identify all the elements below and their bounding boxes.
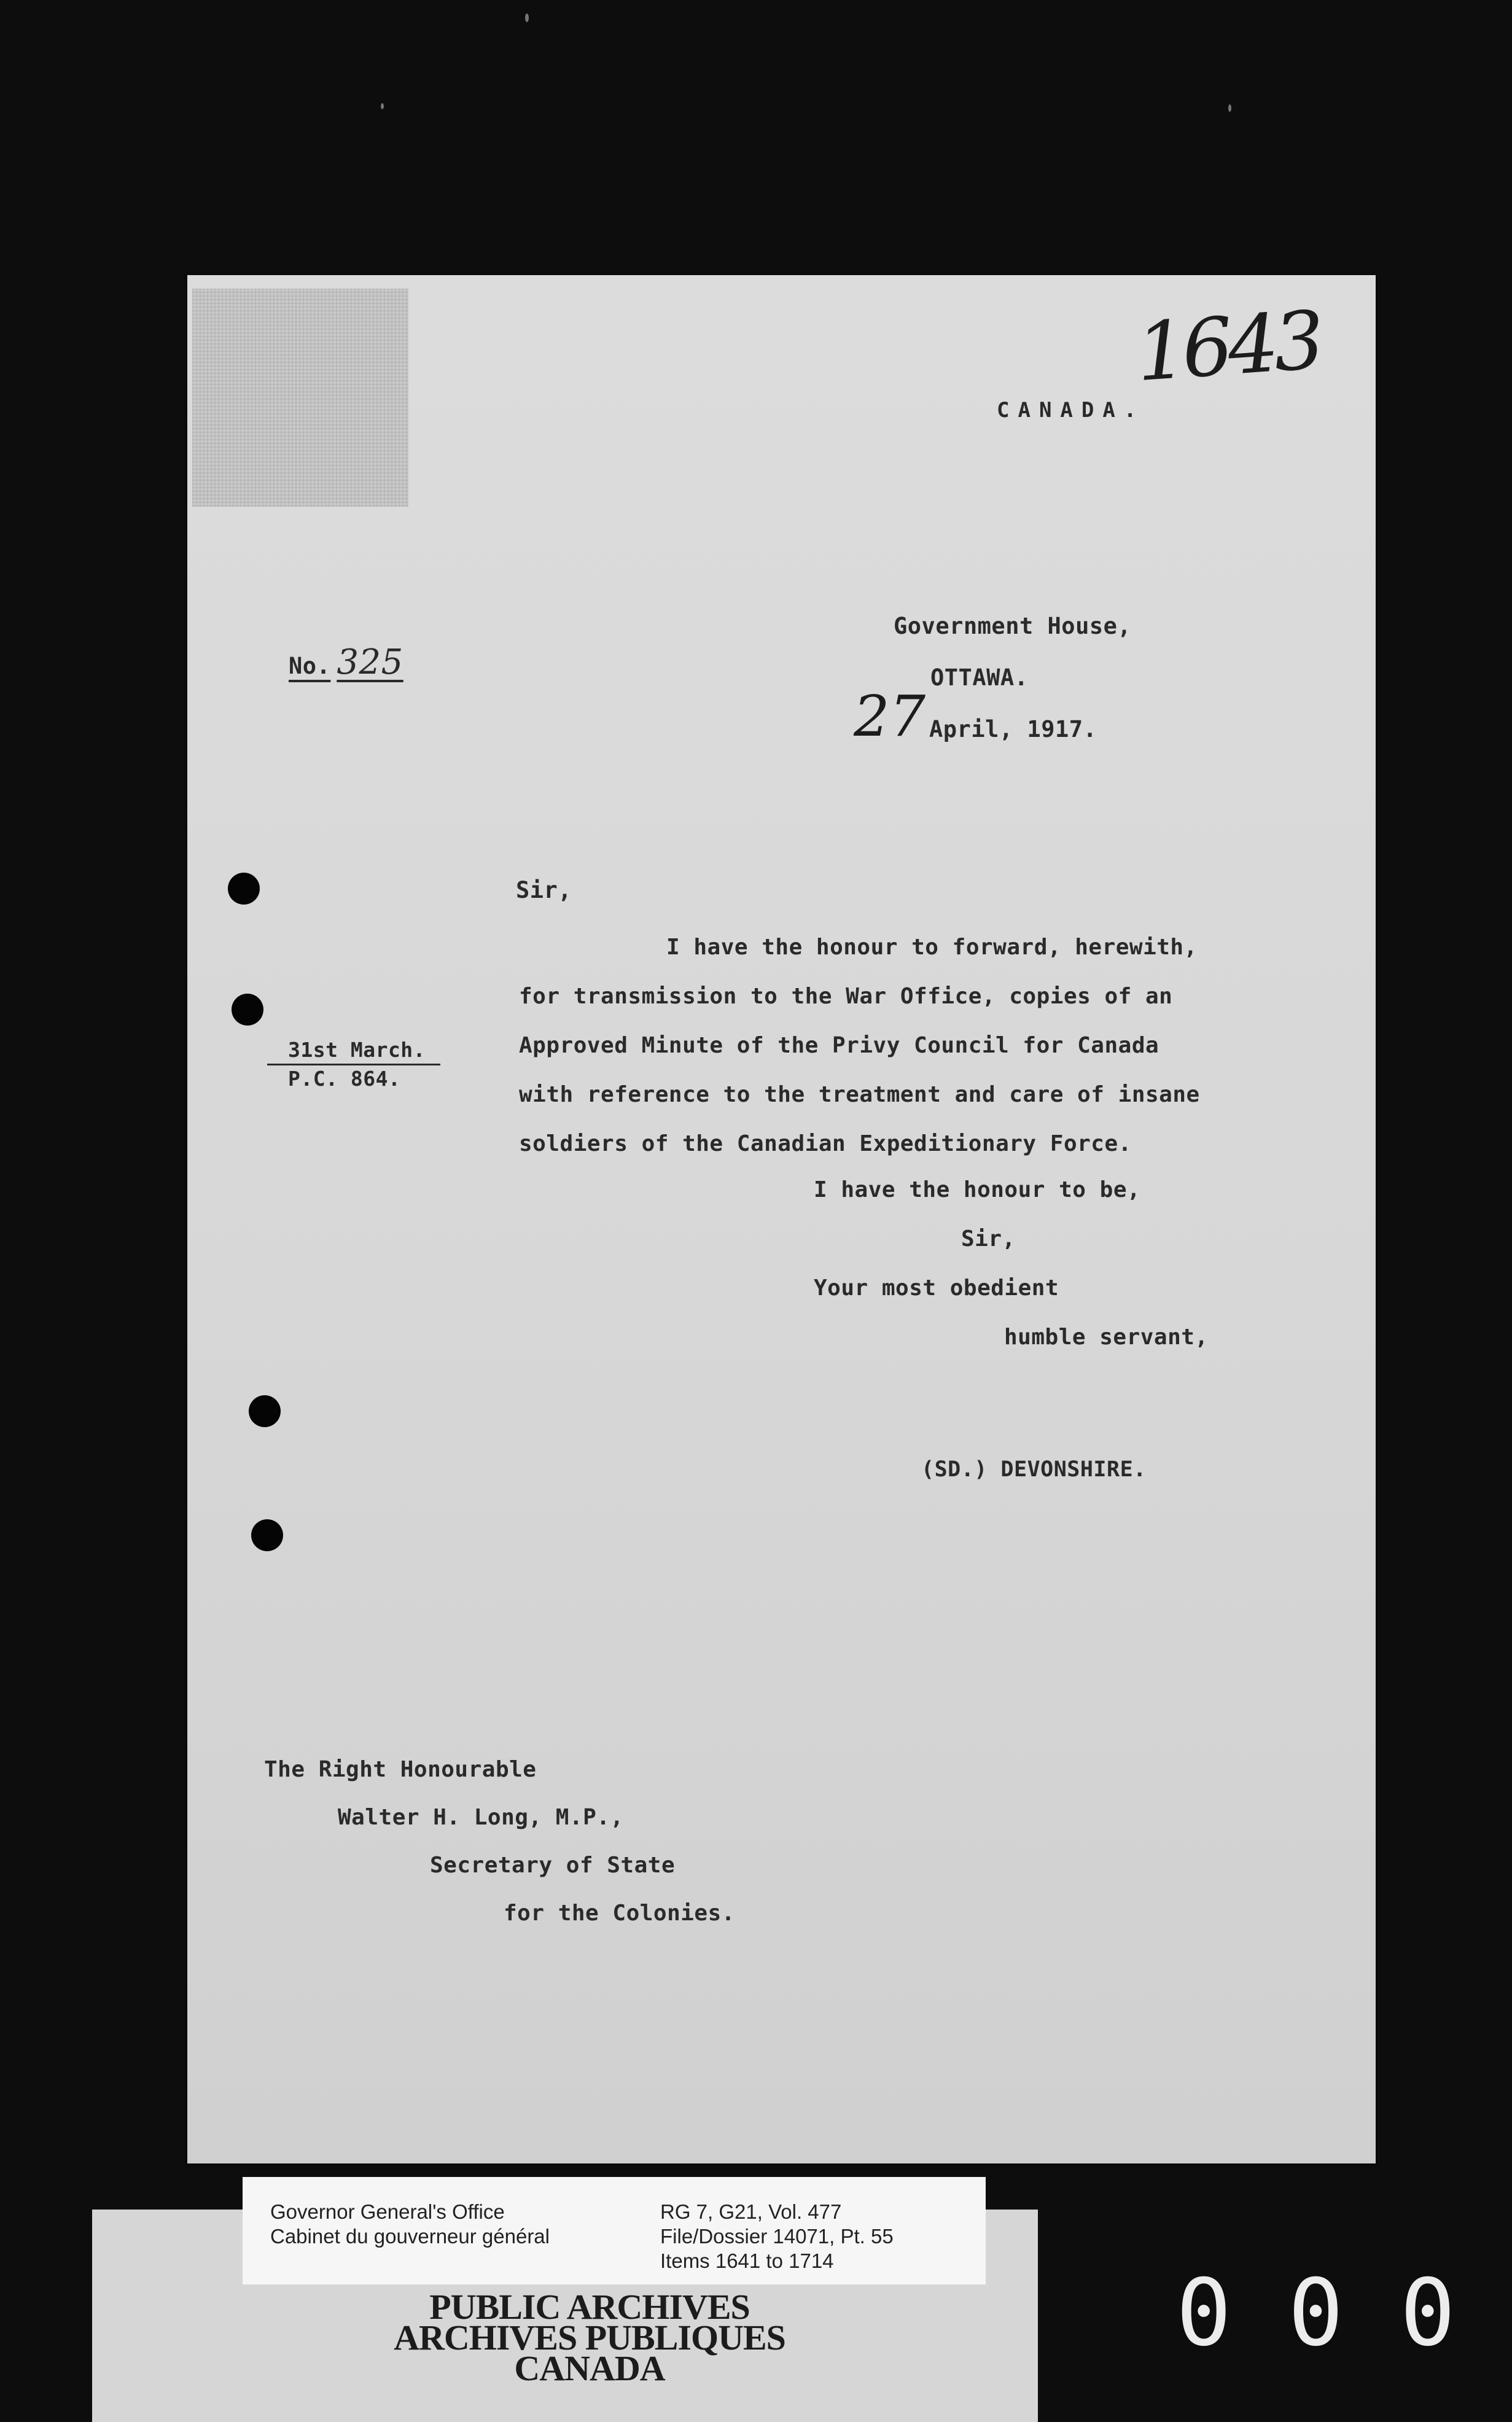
- address-line: Government House,: [894, 613, 1132, 639]
- closing-line: humble servant,: [1004, 1325, 1209, 1350]
- addressee: [264, 1746, 735, 1937]
- margin-reference: [267, 1037, 440, 1092]
- reference-number: [289, 642, 403, 682]
- signature: (SD.) DEVONSHIRE.: [921, 1457, 1147, 1482]
- addressee-line: for the Colonies.: [504, 1901, 735, 1926]
- body-line: I have the honour to forward, herewith,: [666, 935, 1198, 960]
- body-line: soldiers of the Canadian Expeditionary Force.: [519, 1131, 1132, 1156]
- film-speck: [381, 103, 384, 109]
- letter-body: [519, 923, 1200, 1169]
- punch-hole: [232, 994, 263, 1026]
- label-office-en: Governor General's Office: [270, 2200, 505, 2223]
- letter-date: April, 1917.: [929, 716, 1097, 742]
- reference-prefix: No.: [289, 653, 331, 679]
- body-line: with reference to the treatment and care of insane: [519, 1082, 1200, 1107]
- margin-reference-date: 31st March.: [267, 1037, 440, 1065]
- closing-line: I have the honour to be,: [814, 1177, 1141, 1202]
- label-file: File/Dossier 14071, Pt. 55: [660, 2225, 894, 2248]
- letterhead-country: CANADA.: [997, 398, 1145, 422]
- letter-page: [187, 275, 1376, 2163]
- punch-hole: [249, 1395, 281, 1427]
- archives-stamp: [393, 2287, 786, 2388]
- closing: [814, 1166, 1209, 1362]
- addressee-line: Walter H. Long, M.P.,: [338, 1805, 624, 1830]
- reference-handwritten: 325: [337, 642, 403, 682]
- film-speck: [1228, 104, 1231, 112]
- margin-reference-pc: P.C. 864.: [288, 1067, 401, 1091]
- archive-label: [243, 2177, 986, 2284]
- salutation: Sir,: [516, 877, 572, 903]
- stamp-line: ARCHIVES PUBLIQUES: [394, 2318, 785, 2358]
- closing-line: Your most obedient: [814, 1275, 1059, 1301]
- label-office-fr: Cabinet du gouverneur général: [270, 2225, 550, 2248]
- stamp-line: CANADA: [514, 2348, 665, 2388]
- tissue-paper-overlay: [192, 289, 408, 507]
- label-items: Items 1641 to 1714: [660, 2249, 834, 2272]
- body-line: Approved Minute of the Privy Council for Canada: [519, 1033, 1159, 1058]
- stamp-line: PUBLIC ARCHIVES: [429, 2287, 750, 2327]
- addressee-line: The Right Honourable: [264, 1757, 537, 1782]
- file-number: 1643: [1133, 293, 1323, 400]
- body-line: for transmission to the War Office, copies of an: [519, 984, 1173, 1009]
- addressee-line: Secretary of State: [430, 1853, 676, 1878]
- date-day-handwritten: 27: [854, 683, 926, 749]
- punch-hole: [228, 873, 260, 905]
- frame-number: 000: [1176, 2260, 1512, 2367]
- film-speck: [525, 14, 529, 22]
- punch-hole: [251, 1519, 283, 1551]
- address-city: OTTAWA.: [930, 664, 1029, 691]
- closing-line: Sir,: [961, 1226, 1016, 1252]
- sender-address: [894, 601, 1131, 755]
- label-reference: RG 7, G21, Vol. 477: [660, 2200, 842, 2223]
